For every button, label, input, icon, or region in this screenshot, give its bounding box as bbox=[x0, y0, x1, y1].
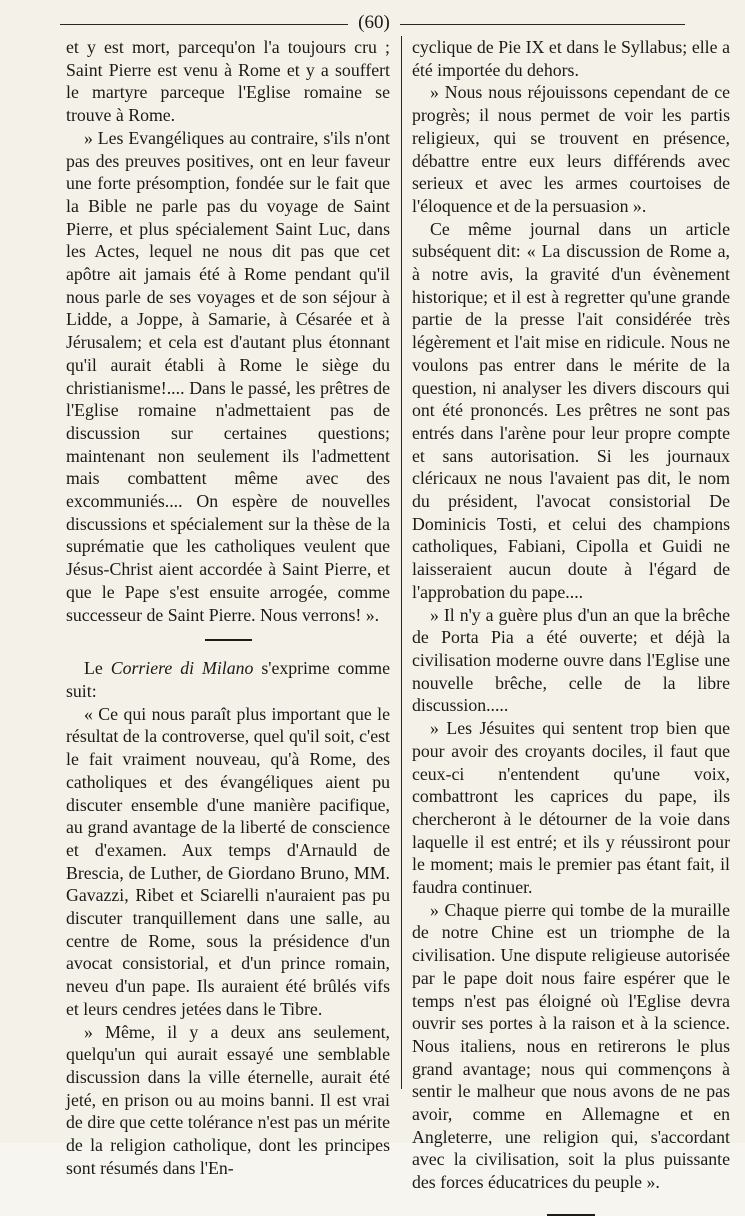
page-header bbox=[60, 12, 685, 36]
page-number: (60) bbox=[358, 12, 390, 33]
right-column bbox=[412, 36, 730, 1216]
header-rule-left bbox=[60, 24, 348, 25]
corriere-intro-suffix: s'exprime comme suit: bbox=[66, 658, 390, 701]
right-paragraph-6: » Chaque pierre qui tombe de la muraille de notre Chine est un triomphe de la civilisation. Une dispute religieuse autorisée par le pape doit nous faire espérer que le temps n'est pas éloigné où l'Eglise devra ouvrir ses portes à la raison et à la science. Nous italiens, nous en retirerons le plus grand avantage; nous qui commençons à sentir le malheur que nous avons de ne pas avoir, comme en Allemagne et en Angleterre, une religion qui, s'accordant avec la civilisation, soit la plus puissante des forces éducatrices du peuple ». bbox=[412, 899, 730, 1193]
section-separator bbox=[205, 639, 252, 641]
left-paragraph-4: « Ce qui nous paraît plus important que le résultat de la controverse, quel qu'il soit, c'est le fait vraiment nouveau, qu'à Rome, des catholiques et des évangéliques aient pu discuter ensemble d'une manière pacifique, au grand avantage de la liberté de conscience et d'examen. Aux temps d'Arnauld de Brescia, de Luther, de Giordano Bruno, MM. Gavazzi, Ribet et Sciarelli n'auraient pas pu discuter tranquillement dans une salle, au centre de Rome, sous la présidence d'un avocat consistorial, et d'un prince romain, neveu d'un pape. Ils auraient été brûlés vifs et leurs cendres jetées dans le Tibre. bbox=[66, 703, 390, 1019]
left-paragraph-1: et y est mort, parcequ'on l'a toujours cru ; Saint Pierre est venu à Rome et y a souffert le martyre parceque l'Eglise romaine se trouve à Rome. bbox=[66, 37, 390, 126]
corriere-intro-prefix: Le bbox=[84, 658, 111, 679]
column-divider bbox=[401, 36, 402, 1089]
right-paragraph-4: » Il n'y a guère plus d'un an que la brêche de Porta Pia a été ouverte; et déjà la civilisation moderne ouvre dans l'Eglise une nouvelle brêche, celle de la libre discussion..... bbox=[412, 604, 730, 716]
right-paragraph-1: cyclique de Pie IX et dans le Syllabus; elle a été importée du dehors. bbox=[412, 37, 730, 80]
right-paragraph-3: Ce même journal dans un article subséquent dit: « La discussion de Rome a, à notre avis, la gravité d'un évènement historique; et il est à regretter qu'une grande partie de la presse l'ait considérée très légèrement et l'ait mise en ridicule. Nous ne voulons pas entrer dans le mérite de la question, ni analyser les divers discours qui ont été prononcés. Les prêtres ne sont pas entrés dans l'arène pour leur propre compte et sans autorisation. Si les journaux cléricaux ne nous l'avaient pas dit, le nom du président, l'avocat consistorial De Dominicis Tosti, et celui des champions catholiques, Fabiani, Cipolla et Guidi ne laisseraient aucun doute à l'égard de l'approbation du pape.... bbox=[412, 218, 730, 602]
left-paragraph-3 bbox=[66, 657, 390, 702]
left-paragraph-5: » Même, il y a deux ans seulement, quelqu'un qui aurait essayé une semblable discussion dans la ville éternelle, aurait été jeté, en prison ou au moins banni. Il est vrai de dire que cette tolérance n'est pas un mérite de la religion catholique, dont les principes sont résumés dans l'En- bbox=[66, 1021, 390, 1178]
left-paragraph-2: » Les Evangéliques au contraire, s'ils n'ont pas des preuves positives, ont en leur faveur une forte présomption, fondée sur le fait que la Bible ne parle pas du voyage de Saint Pierre, et plus spécialement Saint Luc, dans les Actes, lequel ne nous dit pas que cet apôtre ait jamais été à Rome pendant qu'il nous parle de ses voyages et de son séjour à Lidde, a Joppe, à Samarie, à Césarée et à Jérusalem; et cela est d'autant plus étonnant qu'il aurait établi à Rome le siège du christianisme!.... Dans le passé, les prêtres de l'Eglise romaine n'admettaient pas de discussion sur certaines questions; maintenant non seulement ils l'admettent mais combattent même avec des excommuniés.... On espère de nouvelles discussions et spécialement sur la thèse de la suprématie que les catholiques veulent que Jésus-Christ aient accordée à Saint Pierre, et que le Pape s'est ensuite arrogée, comme successeur de Saint Pierre. Nous verrons! ». bbox=[66, 127, 390, 625]
header-rule-right bbox=[400, 24, 685, 25]
right-paragraph-5: » Les Jésuites qui sentent trop bien que pour avoir des croyants dociles, il faut que ceux-ci n'entendent qu'une voix, combattront les caprices du pape, ils chercheront à le détourner de la voie dans laquelle il est entré; et ils y réussiront pour le moment; mais le premier pas étant fait, il faudra continuer. bbox=[412, 718, 730, 898]
left-column bbox=[66, 36, 390, 1179]
right-paragraph-2: » Nous nous réjouissons cependant de ce progrès; il nous permet de voir les partis religieux, qui se trouvent en présence, débattre entre eux leurs différends avec serieux et avec les armes courtoises de l'éloquence et de la persuasion ». bbox=[412, 82, 730, 216]
newspaper-title: Corriere di Milano bbox=[110, 658, 254, 679]
